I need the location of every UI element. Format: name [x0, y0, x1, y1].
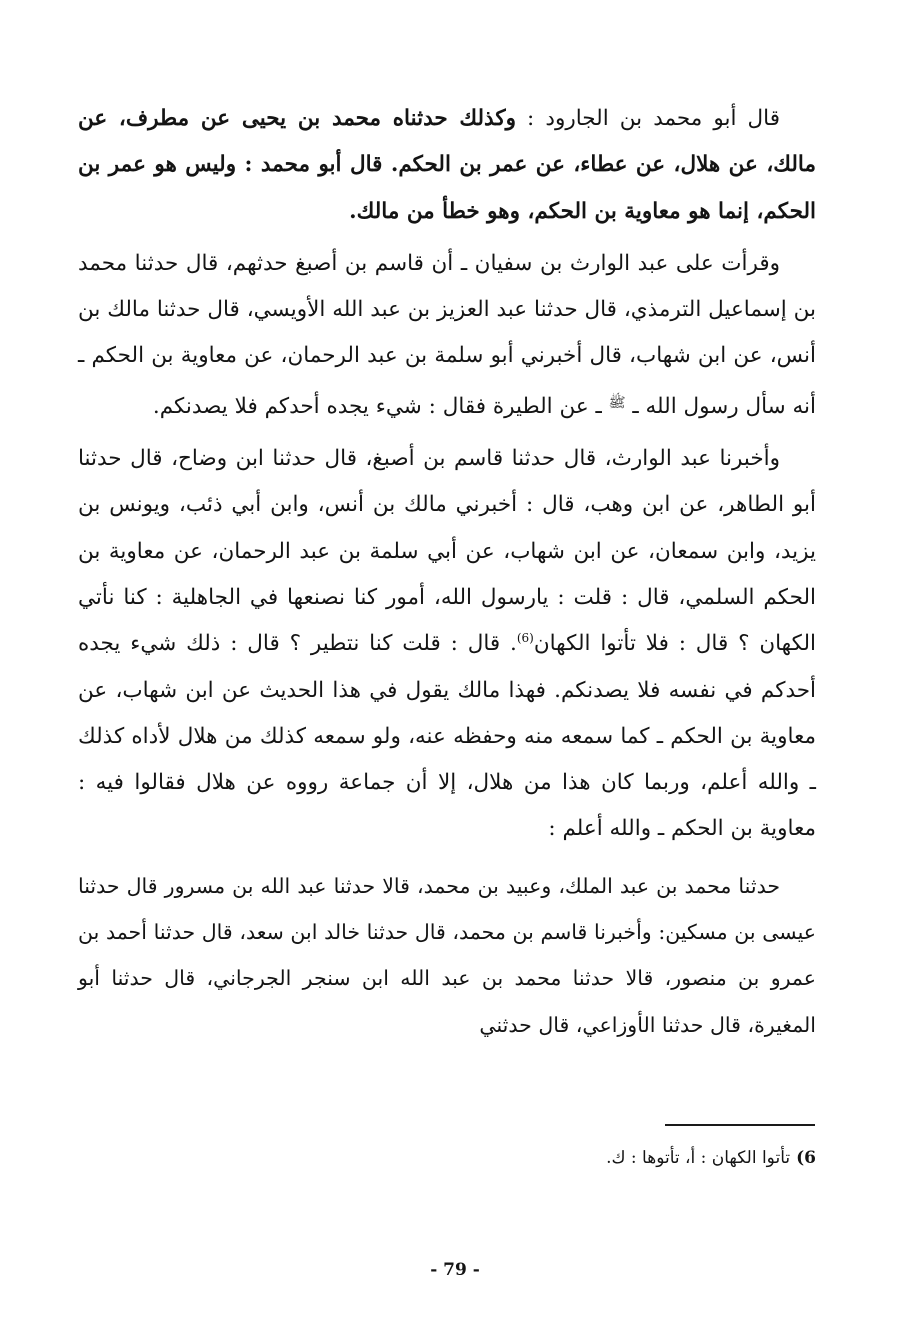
footnote-separator	[665, 1124, 815, 1126]
paragraph-3	[78, 436, 816, 853]
paragraph-2-text-before: وقرأت على عبد الوارث بن سفيان ـ أن قاسم بن أصبغ حدثهم، قال حدثنا محمد بن إسماعيل الترمذي، قال حدثنا عبد العزيز بن عبد الله الأويسي، قال حدثنا مالك بن أنس، عن ابن شهاب، قال أخبرني أبو سلمة بن عبد الرحمان، عن معاوية بن الحكم ـ أنه سأل رسول الله ـ	[78, 250, 816, 419]
paragraph-1	[78, 96, 816, 235]
main-text-block	[78, 96, 816, 1048]
paragraph-3-text-before: وأخبرنا عبد الوارث، قال حدثنا قاسم بن أصبغ، قال حدثنا ابن وضاح، قال حدثنا أبو الطاهر، عن ابن وهب، قال : أخبرني مالك بن أنس، وابن أبي ذئب، ويونس بن يزيد، وابن سمعان، عن ابن شهاب، عن أبي سلمة بن عبد الرحمان، عن معاوية بن الحكم السلمي، قال : قلت : يارسول الله، أمور كنا نصنعها في الجاهلية : كنا نأتي الكهان ؟ قال : فلا تأتوا الكهان	[78, 446, 816, 657]
paragraph-1-main: وكذلك حدثناه محمد بن يحيى عن مطرف، عن مالك، عن هلال، عن عطاء، عن عمر بن الحكم. قال أبو محمد : وليس هو عمر بن الحكم، إنما هو معاوية بن الحكم، وهو خطأ من مالك.	[78, 106, 816, 224]
paragraph-4	[78, 863, 816, 1048]
footnote-reference[interactable]: (6)	[516, 631, 534, 646]
paragraph-2	[78, 241, 816, 430]
footnote-number: 6)	[796, 1148, 816, 1168]
paragraph-4-text: حدثنا محمد بن عبد الملك، وعبيد بن محمد، قالا حدثنا عبد الله بن مسرور قال حدثنا عيسى بن مسكين: وأخبرنا قاسم بن محمد، قال حدثنا خالد ابن سعد، قال حدثنا أحمد بن عمرو بن منصور، قالا حدثنا محمد بن عبد الله ابن سنجر الجرجاني، قال حدثنا أبو المغيرة، قال حدثنا الأوزاعي، قال حدثني	[78, 873, 816, 1037]
paragraph-3-text-after: . قال : قلت كنا نتطير ؟ قال : ذلك شيء يجده أحدكم في نفسه فلا يصدنكم. فهذا مالك يقول في هذا الحديث عن ابن شهاب، عن معاوية بن الحكم ـ كما سمعه منه وحفظه عنه، ولو سمعه كذلك من هلال لأداه كذلك ـ والله أعلم، وربما كان هذا من هلال، إلا أن جماعة رووه عن هلال فقالوا فيه : معاوية بن الحكم ـ والله أعلم :	[78, 631, 816, 842]
honorific-glyph: ﷺ	[608, 394, 626, 411]
paragraph-2-text-after: ـ عن الطيرة فقال : شيء يجده أحدكم فلا يصدنكم.	[152, 393, 609, 419]
page-number: - 79 -	[430, 1260, 480, 1280]
paragraph-1-intro: قال أبو محمد بن الجارود :	[515, 106, 780, 131]
footnote-text: تأتوا الكهان : أ، تأتوها : ك.	[606, 1148, 791, 1168]
footnote	[520, 1144, 816, 1172]
